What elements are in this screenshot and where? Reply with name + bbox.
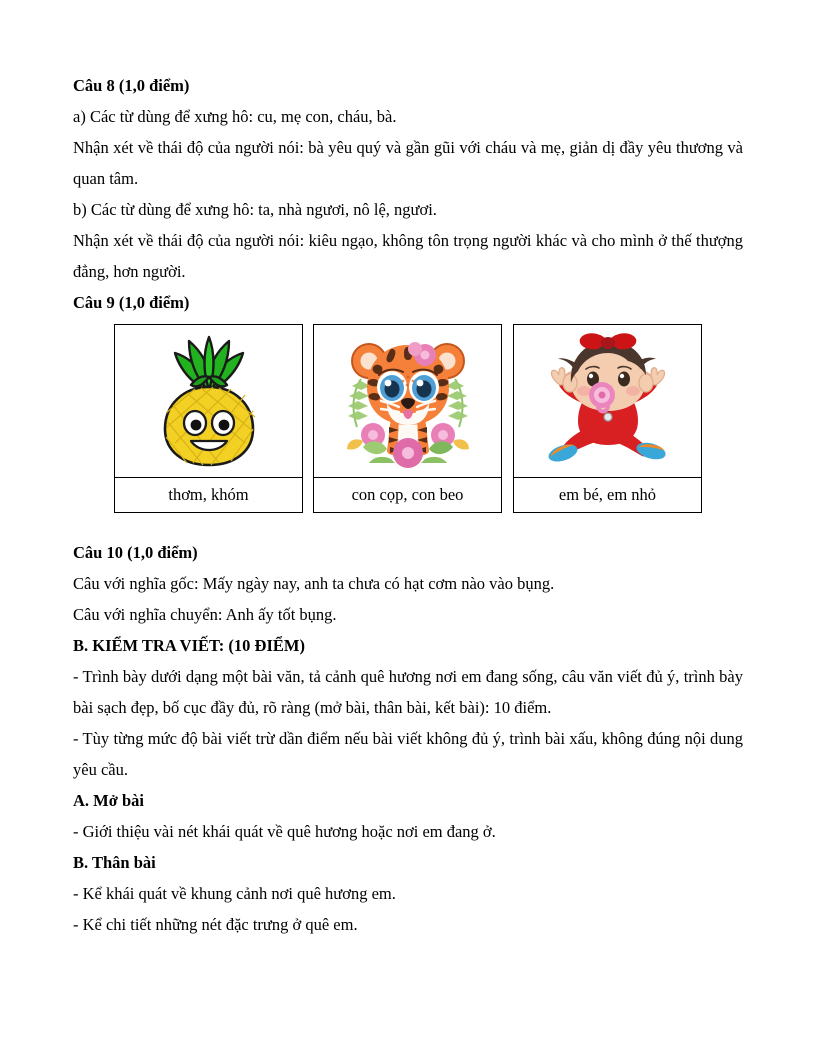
card-caption: con cọp, con beo	[351, 485, 464, 504]
thanbai-item-2: - Kể chi tiết những nét đặc trưng ở quê em.	[73, 915, 358, 934]
cau8-part-a: a) Các từ dùng để xưng hô: cu, mẹ con, cháu, bà.	[73, 107, 397, 126]
tiger-cub-illustration	[314, 325, 501, 478]
cau10-nghia-chuyen: Câu với nghĩa chuyển: Anh ấy tốt bụng.	[73, 605, 337, 624]
picture-word-table	[73, 324, 743, 520]
pineapple-illustration	[115, 325, 302, 478]
picture-card-tiger	[313, 324, 502, 513]
baby-girl-illustration	[514, 325, 701, 478]
viet-requirement-1: - Trình bày dưới dạng một bài văn, tả cảnh quê hương nơi em đang sống, câu văn viết đủ ý, trình bày bài sạch đẹp, bố cục đầy đủ, rõ ràng (mở bài, thân bài, kết bài): 10 điểm.	[73, 667, 743, 717]
pineapple-icon	[149, 331, 269, 471]
cau8-heading: Câu 8 (1,0 điểm)	[73, 76, 190, 95]
card-caption: thơm, khóm	[168, 485, 249, 504]
tiger-icon	[333, 331, 483, 471]
cau8-part-b: b) Các từ dùng để xưng hô: ta, nhà ngươi, nô lệ, ngươi.	[73, 200, 437, 219]
thanbai-heading: B. Thân bài	[73, 853, 156, 872]
cau8-part-a-comment: Nhận xét về thái độ của người nói: bà yêu quý và gần gũi với cháu và mẹ, giản dị đầy yêu thương và quan tâm.	[73, 138, 743, 188]
document-content	[73, 70, 743, 940]
section-b-heading: B. KIỂM TRA VIẾT: (10 ĐIỂM)	[73, 636, 305, 655]
mobai-heading: A. Mở bài	[73, 791, 145, 810]
card-caption: em bé, em nhỏ	[558, 485, 657, 504]
cau8-part-b-comment: Nhận xét về thái độ của người nói: kiêu ngạo, không tôn trọng người khác và cho mình ở thế thượng đẳng, hơn người.	[73, 231, 743, 281]
picture-card-baby	[513, 324, 702, 513]
picture-card-pineapple	[114, 324, 303, 513]
cau9-heading: Câu 9 (1,0 điểm)	[73, 293, 190, 312]
mobai-item-1: - Giới thiệu vài nét khái quát về quê hương hoặc nơi em đang ở.	[73, 822, 496, 841]
cau10-heading: Câu 10 (1,0 điểm)	[73, 543, 198, 562]
baby-icon	[538, 331, 678, 471]
viet-requirement-2: - Tùy từng mức độ bài viết trừ dần điểm nếu bài viết không đủ ý, trình bài xấu, không đúng nội dung yêu cầu.	[73, 729, 743, 779]
cau10-nghia-goc: Câu với nghĩa gốc: Mấy ngày nay, anh ta chưa có hạt cơm nào vào bụng.	[73, 574, 555, 593]
thanbai-item-1: - Kể khái quát về khung cảnh nơi quê hương em.	[73, 884, 396, 903]
